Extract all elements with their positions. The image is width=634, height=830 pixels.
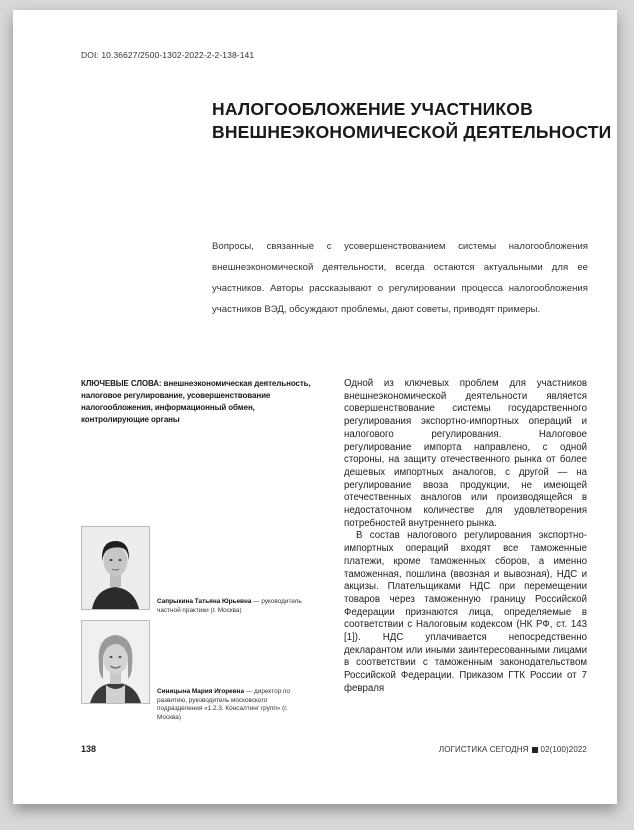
journal-footer	[439, 745, 587, 754]
body-paragraph-1: Одной из ключевых проблем для участников внешнеэкономической деятельности является совершенствование системы государственного регулирования экспортно-импортных операций и налогового регулирования. Налоговое регулирование импорта направлено, с одной стороны, на защиту отечественного рынка от более дешевых импортных аналогов, с другой — на регулирование ввоза продукции, не имеющей отечественных аналогов или производящейся в недостаточном количестве для удовлетворения потребностей внутреннего рынка.	[344, 378, 587, 529]
body-paragraph-2: В состав налогового регулирования экспортно-импортных операций входят все таможенные платежи, кроме таможенных сборов, а именно таможенная, пошлина (ввозная и вывозная), НДС и акцизы. Плательщиками НДС при перемещении товаров через таможенную границу Российской Федерации признаются лица, определяемые в соответствии с Налоговым кодексом (НК РФ, ст. 143 [1]). НДС уплачивается непосредственно декларантом или иными заинтересованными лицами в соответствии с таможенным законодательством Российской Федерации. Приказом ГТК России от 7 февраля	[344, 530, 587, 694]
journal-issue: 02(100)2022	[540, 745, 587, 754]
article-title-line-1: НАЛОГООБЛОЖЕНИЕ УЧАСТНИКОВ	[212, 99, 533, 119]
author-role-2: — директор по развитию, руководитель московского подразделения «1.2.3. Консалтинг групп» (г. Москва)	[157, 688, 291, 721]
square-separator-icon	[532, 747, 538, 753]
keywords-text: внешнеэкономическая деятельность, налоговое регулирование, усовершенствование налогообложения, информационный обмен, контролирующие органы	[81, 379, 311, 424]
doi-line: DOI: 10.36627/2500-1302-2022-2-2-138-141	[81, 50, 255, 60]
author-photo-1	[81, 526, 150, 610]
article-body	[344, 378, 587, 696]
author-portrait-1-icon	[82, 527, 149, 609]
page-number: 138	[81, 744, 97, 754]
article-abstract: Вопросы, связанные с усовершенствованием системы налогообложения внешнеэкономической деятельности, всегда остаются актуальными для ее участников. Авторы рассказывают о регулировании процесса налогообложения участников ВЭД, обсуждают проблемы, дают советы, приводят примеры.	[212, 241, 588, 315]
author-name-2: Синицына Мария Игоревна	[157, 688, 245, 695]
author-caption-2	[157, 688, 307, 722]
author-photo-2	[81, 620, 150, 704]
author-portrait-2-icon	[82, 621, 149, 703]
journal-name: ЛОГИСТИКА СЕГОДНЯ	[438, 745, 529, 754]
keywords-block	[81, 378, 321, 426]
journal-page	[13, 10, 617, 804]
author-caption-1	[157, 598, 307, 615]
article-title-line-2: ВНЕШНЕЭКОНОМИЧЕСКОЙ ДЕЯТЕЛЬНОСТИ	[212, 122, 612, 142]
author-role-1: — руководитель частной практики (г. Москва)	[157, 598, 302, 614]
author-name-1: Сапрыкина Татьяна Юрьевна	[157, 598, 252, 605]
keywords-label: КЛЮЧЕВЫЕ СЛОВА:	[81, 379, 162, 388]
article-title	[212, 98, 612, 144]
